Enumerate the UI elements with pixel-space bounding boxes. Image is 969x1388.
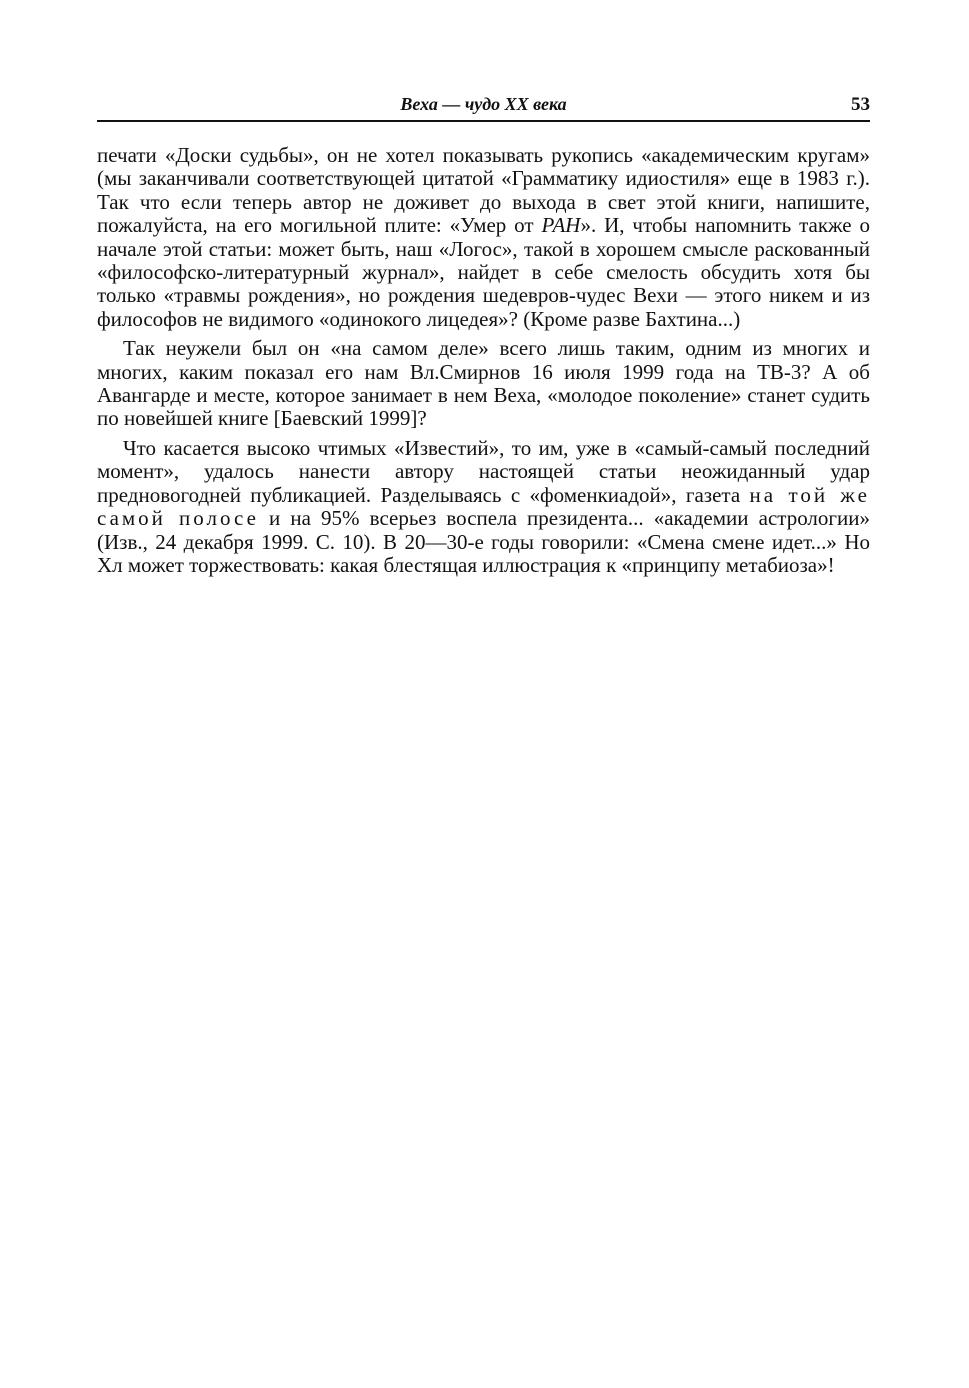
page-number: 53	[851, 94, 870, 115]
italic-abbreviation: РАН	[541, 213, 581, 238]
running-head	[97, 90, 870, 122]
paragraph-text: Что касается высоко чтимых «Известий», то им, уже в «самый-самый последний момент», удалось нанести автору настоящей статьи неожиданный удар предновогодней публикацией. Разделываясь с «фоменкиадой», газета	[97, 435, 870, 507]
paragraph-text: и на 95% всерьез воспела президента... «академии астрологии» (Изв., 24 декабря 1999. С. 10). В 20—30-е годы говорили: «Смена смене идет...» Но Хл может торжествовать: какая блестящая иллюстрация к «принципу метабиоза»!	[97, 506, 870, 577]
running-title: Веха — чудо XX века	[400, 94, 567, 114]
paragraph-text: печати «Доски судьбы», он не хотел показывать рукопись «академическим кругам» (мы заканчивали соответствующей цитатой «Грамматику идиостиля» еще в 1983 г.). Так что если теперь автор не доживет до выхода в свет этой книги, напишите, пожалуйста, на его могильной плите: «Умер от	[97, 143, 870, 238]
paragraph-text: Так неужели был он «на самом деле» всего лишь таким, одним из многих и многих, каким показал его нам Вл.Смирнов 16 июля 1999 года на ТВ-3? А об Авангарде и месте, которое занимает в нем Веха, «молодое поколение» станет судить по новейшей книге [Баевский 1999]?	[97, 336, 870, 431]
letterspaced-emphasis: на той же самой полосе	[97, 482, 870, 531]
paragraph-text: ». И, чтобы напомнить также о начале этой статьи: может быть, наш «Логос», такой в хорошем смысле раскованный «философско-литературный журнал», найдет в себе смелость обсудить хотя бы только «травмы рождения», но рождения шедевров-чудес Вехи — этого никем и из философов не видимого «одинокого лицедея»? (Кроме разве Бахтина...)	[97, 213, 870, 331]
paragraph-3	[97, 437, 870, 577]
paragraph-2	[97, 337, 870, 431]
book-page	[97, 90, 870, 577]
body-text	[97, 144, 870, 577]
paragraph-1	[97, 144, 870, 331]
